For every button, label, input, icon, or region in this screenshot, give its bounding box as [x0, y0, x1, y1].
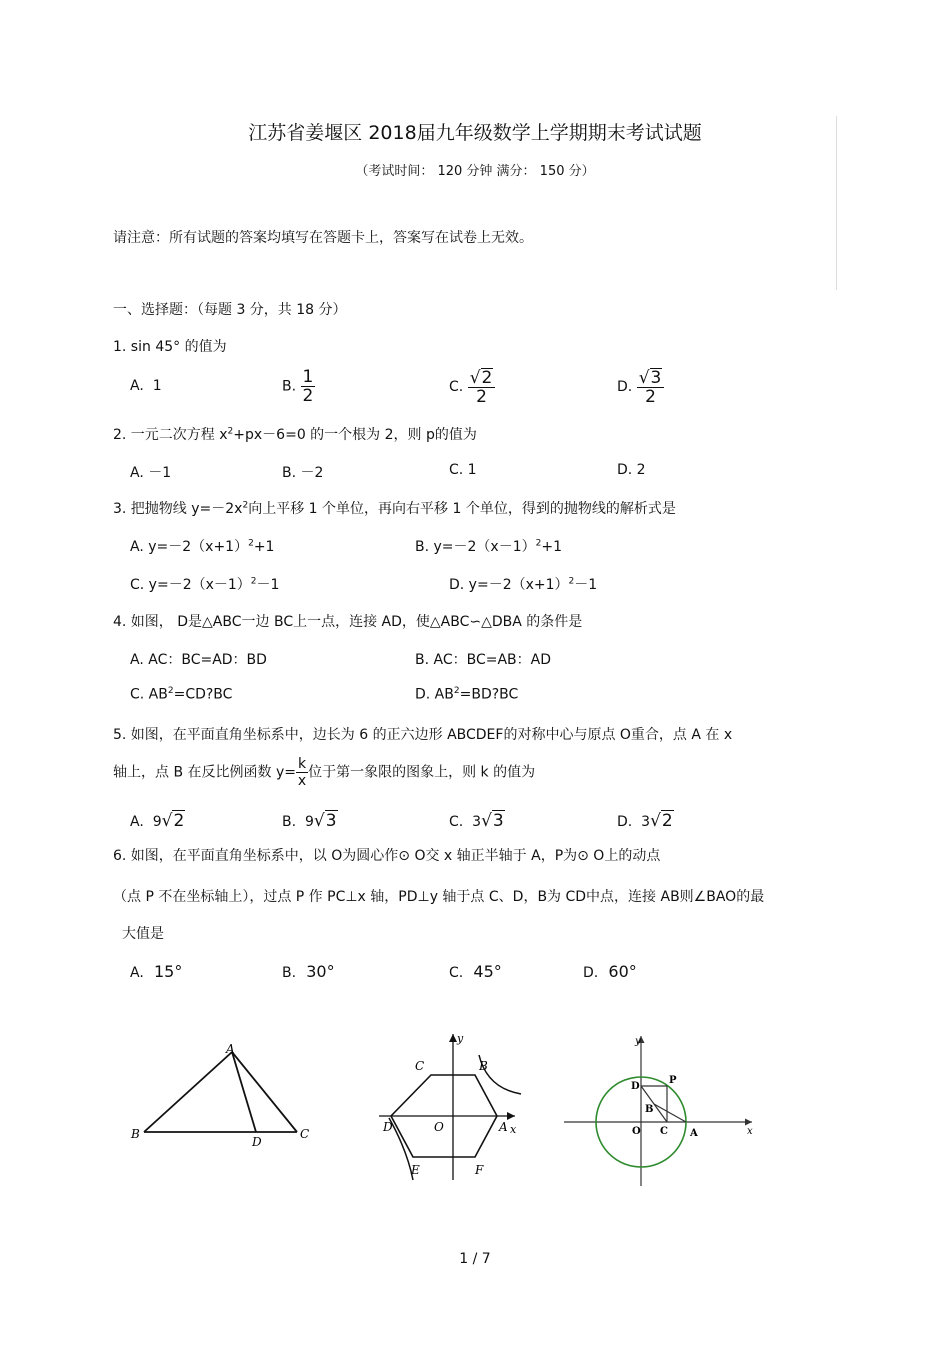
q6-option-c: C. 45°	[449, 962, 502, 981]
q2-option-b: B. －2	[282, 465, 324, 481]
question-5-line-1: 5. 如图，在平面直角坐标系中，边长为 6 的正六边形 ABCDEF的对称中心与原点 O重合，点 A 在 x	[113, 727, 733, 743]
label-e: E	[411, 1163, 420, 1177]
question-6-line-2: （点 P 不在坐标轴上），过点 P 作 PC⊥x 轴，PD⊥y 轴于点 C、D，B为 CD中点，连接 AB则∠BAO的最	[113, 889, 765, 905]
figure-hexagon	[377, 1030, 522, 1182]
exam-info: （考试时间： 120 分钟 满分： 150 分）	[355, 164, 595, 179]
q2-option-c: C. 1	[449, 462, 477, 478]
question-6-line-3: 大值是	[122, 926, 164, 942]
q5-option-d: D. 3√2	[617, 811, 673, 831]
q4-option-c: C. $AB^2=CD?BC$	[130, 686, 233, 703]
q4-option-d: D. $AB^2=BD?BC$	[415, 686, 519, 703]
segment-ad	[232, 1052, 256, 1132]
segment-ab	[654, 1104, 686, 1122]
notice: 请注意：所有试题的答案均填写在答题卡上，答案写在试卷上无效。	[113, 230, 533, 246]
label-c: C	[415, 1059, 425, 1073]
label-a: A	[690, 1128, 698, 1139]
q3-option-c: C. $y=-2(x-1)^2-1$	[130, 576, 280, 593]
label-c: C	[660, 1126, 668, 1137]
q6-option-b: B. 30°	[282, 962, 335, 981]
q2-option-a: A. －1	[130, 465, 172, 481]
q2-option-d: D. 2	[617, 462, 646, 478]
label-f: F	[475, 1163, 484, 1177]
q5-option-c: C. 3√3	[449, 811, 504, 831]
question-4-stem: 4. 如图， D是△ABC一边 BC上一点，连接 AD，使△ABC∽△DBA 的条件是	[113, 614, 583, 630]
question-2-stem: 2. 一元二次方程 $x^2+px-6=0$ 的一个根为 2，则 p的值为	[113, 426, 477, 443]
label-a: A	[499, 1120, 508, 1134]
label-x: x	[510, 1123, 517, 1136]
label-x: x	[747, 1126, 753, 1137]
label-b: B	[479, 1059, 488, 1073]
q3-option-d: D. $y=-2(x+1)^2-1$	[449, 576, 598, 593]
segment-ab	[144, 1052, 232, 1132]
figure-circle	[560, 1030, 760, 1188]
section-heading: 一、选择题：（每题 3 分，共 18 分）	[113, 302, 347, 318]
page-number: 1 / 7	[459, 1251, 491, 1267]
label-b: B	[645, 1104, 654, 1115]
label-o: O	[434, 1120, 444, 1134]
label-a: A	[226, 1042, 235, 1056]
q5-option-b: B. 9√3	[282, 811, 337, 831]
label-o: O	[632, 1126, 641, 1137]
y-axis-arrow-icon	[449, 1034, 457, 1042]
label-y: y	[635, 1036, 641, 1047]
label-d: D	[383, 1120, 393, 1134]
q1-option-a: A. 1	[130, 378, 162, 394]
figure-triangle	[128, 1040, 318, 1152]
page-title: 江苏省姜堰区 2018届九年级数学上学期期末考试试题	[248, 122, 702, 144]
label-y: y	[457, 1032, 464, 1045]
q6-option-d: D. 60°	[583, 962, 637, 981]
q6-option-a: A. 15°	[130, 962, 183, 981]
label-d: D	[631, 1081, 640, 1092]
q3-option-a: A. $y=-2(x+1)^2+1$	[130, 538, 275, 555]
question-3-stem: 3. 把抛物线 $y=-2x^2$向上平移 1 个单位，再向右平移 1 个单位，得到的抛物线的解析式是	[113, 500, 676, 517]
q1-option-c: C. $\frac{√2}{2}$	[449, 368, 495, 406]
segment-ac	[232, 1052, 297, 1132]
q1-option-b: B. $\frac{1}{2}$	[282, 367, 314, 406]
label-b: B	[131, 1127, 140, 1141]
label-d: D	[252, 1135, 262, 1149]
label-c: C	[300, 1127, 310, 1141]
label-p: P	[669, 1075, 677, 1086]
q1-option-d: D. $\frac{√3}{2}$	[617, 368, 664, 406]
question-5-line-2: 轴上，点 B 在反比例函数 y= $\frac{k}{x}$ 位于第一象限的图象上，则 k 的值为	[113, 756, 536, 789]
q3-option-b: B. $y=-2(x-1)^2+1$	[415, 538, 562, 555]
x-axis-arrow-icon	[507, 1112, 515, 1120]
question-1-stem: 1. sin 45° 的值为	[113, 339, 227, 355]
x-axis-arrow-icon	[745, 1119, 752, 1126]
q5-option-a: A. 9√2	[130, 811, 185, 831]
q4-option-b: B. AC：BC=AB：AD	[415, 652, 552, 668]
question-6-line-1: 6. 如图，在平面直角坐标系中，以 O为圆心作⊙ O交 x 轴正半轴于 A，P为⊙ O上的动点	[113, 848, 661, 864]
q4-option-a: A. AC：BC=AD：BD	[130, 652, 267, 668]
